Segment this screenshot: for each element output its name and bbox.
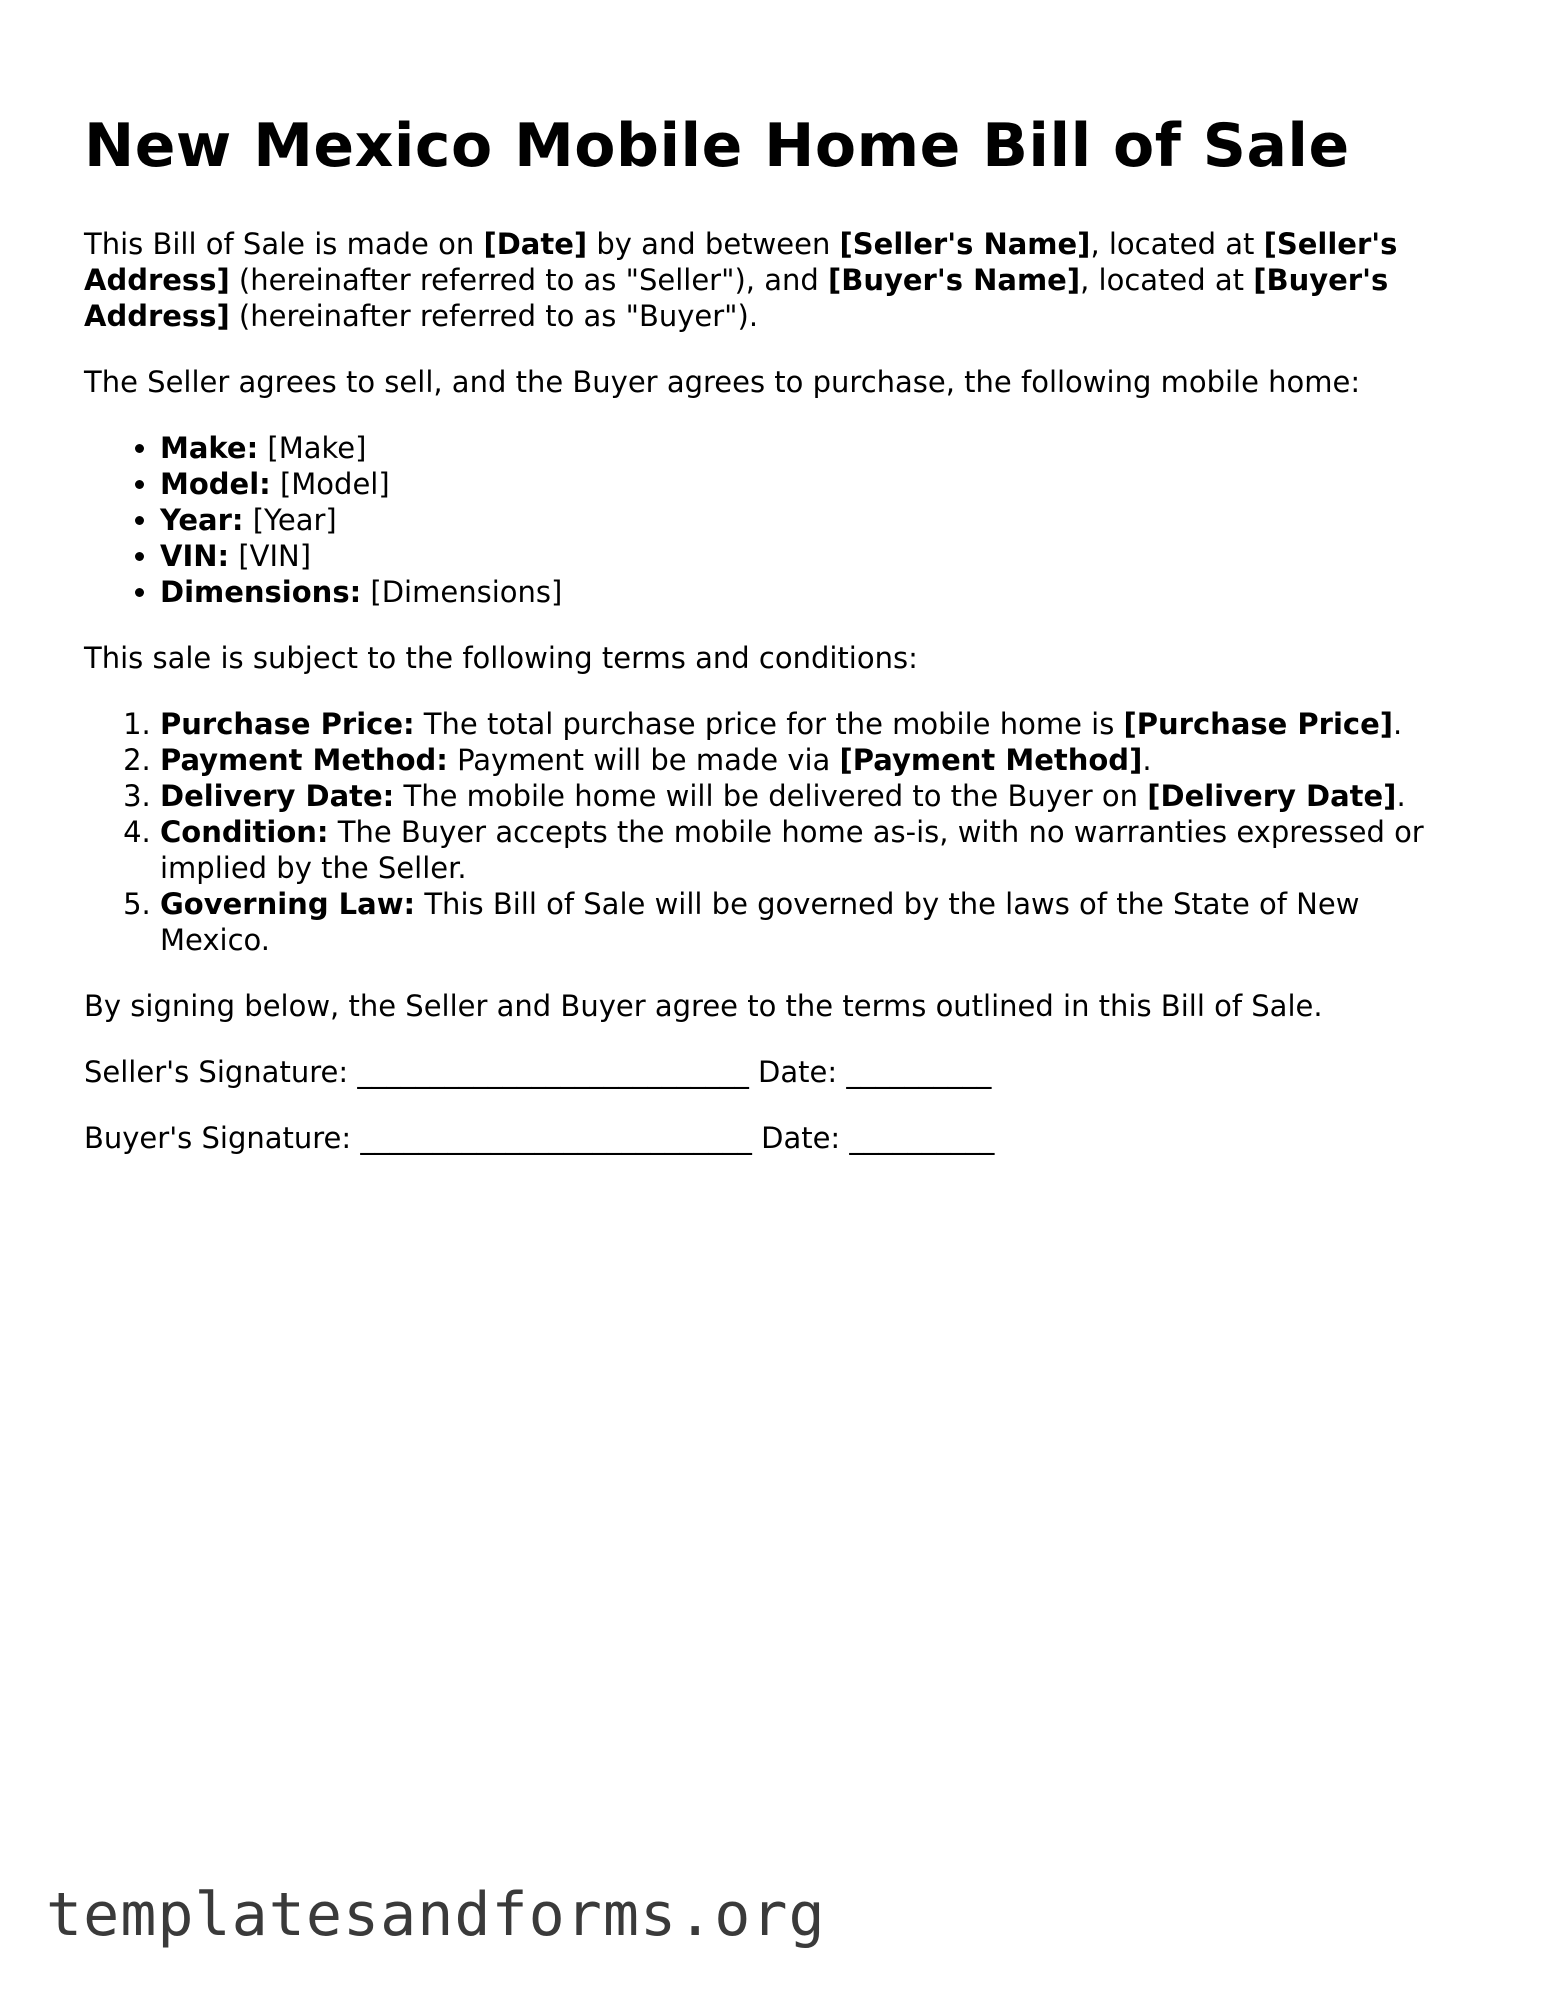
term-field: [Payment Method] — [839, 743, 1143, 777]
term-text: This Bill of Sale will be governed by the laws of the State of New Mexico. — [160, 887, 1360, 957]
term-text: The mobile home will be delivered to the Buyer on — [394, 779, 1148, 813]
intro-text-2: by and between — [587, 227, 840, 261]
date-field: [Date] — [483, 227, 588, 261]
detail-value: [Year] — [243, 503, 337, 537]
intro-text-5: , located at — [1080, 263, 1254, 297]
detail-value: [VIN] — [229, 539, 312, 573]
list-item — [160, 742, 1464, 778]
list-item — [160, 430, 1464, 466]
list-item — [160, 466, 1464, 502]
detail-label: Year: — [160, 503, 244, 537]
detail-value: [Make] — [258, 431, 367, 465]
detail-label: Dimensions: — [160, 575, 362, 609]
terms-list — [84, 706, 1464, 958]
seller-address-field: [Seller's Address] — [84, 227, 1398, 297]
detail-label: Model: — [160, 467, 271, 501]
seller-name-field: [Seller's Name] — [839, 227, 1091, 261]
intro-text-1: This Bill of Sale is made on — [84, 227, 484, 261]
document-title: New Mexico Mobile Home Bill of Sale — [84, 111, 1350, 181]
term-label: Governing Law: — [160, 887, 416, 921]
intro-paragraph — [84, 226, 1464, 334]
buyer-signature-line: Buyer's Signature: ___________________________ Date: __________ — [84, 1121, 995, 1155]
home-details-list — [84, 430, 1464, 610]
term-end: . — [1396, 779, 1406, 813]
list-item — [160, 706, 1464, 742]
term-text: Payment will be made via — [447, 743, 840, 777]
list-item — [160, 886, 1464, 958]
term-field: [Purchase Price] — [1123, 707, 1394, 741]
term-label: Purchase Price: — [160, 707, 415, 741]
terms-intro-paragraph: This sale is subject to the following terms and conditions: — [84, 641, 918, 675]
detail-value: [Model] — [270, 467, 390, 501]
intro-text-4: (hereinafter referred to as "Seller"), and — [229, 263, 828, 297]
agreement-paragraph: The Seller agrees to sell, and the Buyer agrees to purchase, the following mobile home: — [84, 365, 1361, 399]
list-item — [160, 778, 1464, 814]
term-end: . — [1142, 743, 1152, 777]
closing-paragraph: By signing below, the Seller and Buyer agree to the terms outlined in this Bill of Sale. — [84, 989, 1323, 1023]
document-page — [84, 104, 1464, 1186]
term-label: Condition: — [160, 815, 329, 849]
list-item — [160, 814, 1464, 886]
intro-text-6: (hereinafter referred to as "Buyer"). — [229, 299, 759, 333]
list-item — [160, 502, 1464, 538]
term-text: The total purchase price for the mobile home is — [414, 707, 1124, 741]
seller-signature-line: Seller's Signature: ___________________________ Date: __________ — [84, 1055, 992, 1089]
list-item — [160, 538, 1464, 574]
term-label: Payment Method: — [160, 743, 448, 777]
term-end: . — [1393, 707, 1403, 741]
watermark-text: templatesandforms.org — [46, 1880, 826, 1950]
term-label: Delivery Date: — [160, 779, 395, 813]
intro-text-3: , located at — [1090, 227, 1264, 261]
detail-label: VIN: — [160, 539, 230, 573]
list-item — [160, 574, 1464, 610]
buyer-address-field: [Buyer's Address] — [84, 263, 1389, 333]
term-field: [Delivery Date] — [1147, 779, 1397, 813]
term-text: The Buyer accepts the mobile home as-is, with no warranties expressed or implied by the Seller. — [160, 815, 1424, 885]
detail-value: [Dimensions] — [361, 575, 563, 609]
detail-label: Make: — [160, 431, 259, 465]
buyer-name-field: [Buyer's Name] — [827, 263, 1081, 297]
